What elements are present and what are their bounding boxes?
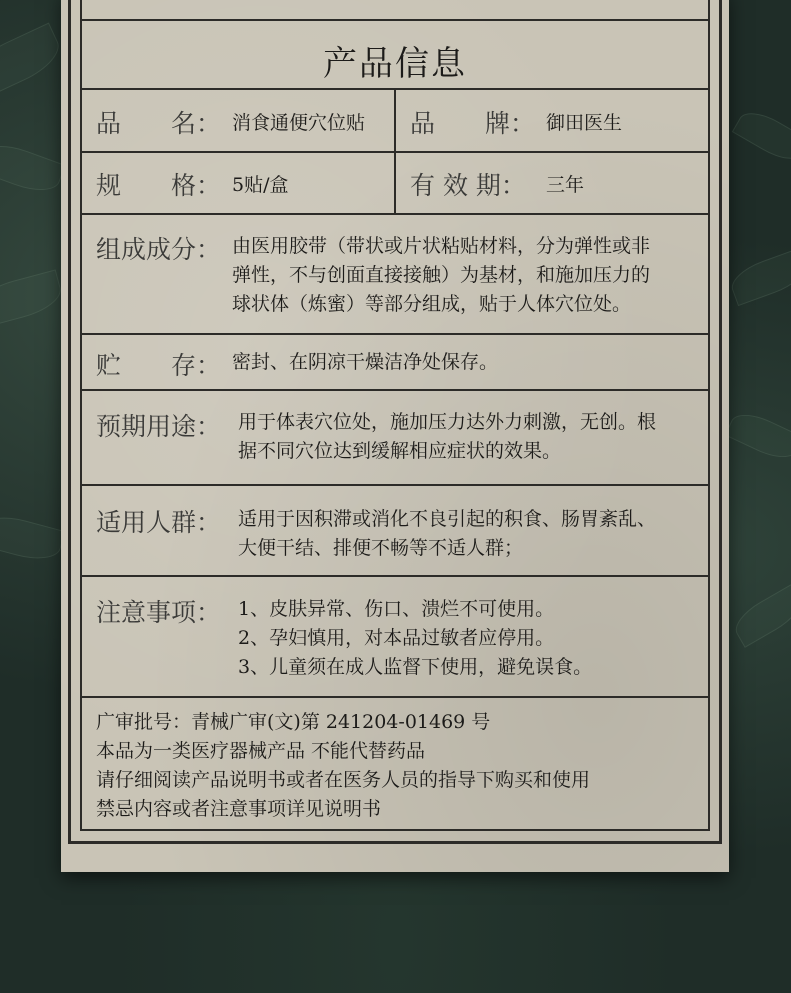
storage-label: 贮 存： xyxy=(96,351,222,380)
notes-label: 注意事项： xyxy=(96,598,222,627)
page-title: 产品信息 xyxy=(323,44,467,84)
footer-line: 本品为一类医疗器械产品 不能代替药品 xyxy=(96,740,426,762)
divider xyxy=(80,484,710,486)
composition-line: 球状体（炼蜜）等部分组成，贴于人体穴位处。 xyxy=(232,293,632,315)
brand-label: 品 牌： xyxy=(410,109,536,138)
notes-line: 3、儿童须在成人监督下使用，避免误食。 xyxy=(238,656,593,678)
notes-line: 2、孕妇慎用，对本品过敏者应停用。 xyxy=(238,627,555,649)
audience-label: 适用人群： xyxy=(96,508,222,537)
usage-line: 用于体表穴位处，施加压力达外力刺激，无创。根 xyxy=(238,411,657,433)
footer-line: 广审批号：青械广审(文)第 241204-01469 号 xyxy=(96,711,491,733)
usage-line: 据不同穴位达到缓解相应症状的效果。 xyxy=(238,440,562,462)
name-value: 消食通便穴位贴 xyxy=(232,112,366,134)
composition-label: 组成成分： xyxy=(96,235,222,264)
column-divider xyxy=(394,88,396,213)
validity-label: 有 效 期： xyxy=(410,171,526,200)
validity-value: 三年 xyxy=(546,174,585,196)
composition-line: 由医用胶带（带状或片状粘贴材料，分为弹性或非 xyxy=(232,235,651,257)
footer-notice xyxy=(96,708,590,824)
name-label: 品 名： xyxy=(96,109,222,138)
divider xyxy=(80,213,710,215)
divider xyxy=(80,696,710,698)
composition-line: 弹性，不与创面直接接触）为基材，和施加压力的 xyxy=(232,264,651,286)
brand-value: 御田医生 xyxy=(546,112,623,134)
footer-line: 请仔细阅读产品说明书或者在医务人员的指导下购买和使用 xyxy=(96,769,591,791)
spec-label: 规 格： xyxy=(96,171,222,200)
divider xyxy=(80,389,710,391)
storage-value: 密封、在阴凉干燥洁净处保存。 xyxy=(232,351,499,373)
audience-line: 大便干结、排便不畅等不适人群； xyxy=(238,537,524,559)
divider xyxy=(80,575,710,577)
notes-line: 1、皮肤异常、伤口、溃烂不可使用。 xyxy=(238,598,555,620)
footer-line: 禁忌内容或者注意事项详见说明书 xyxy=(96,798,382,820)
audience-line: 适用于因积滞或消化不良引起的积食、肠胃紊乱、 xyxy=(238,508,657,530)
divider xyxy=(80,333,710,335)
spec-value: 5贴/盒 xyxy=(232,174,289,196)
divider xyxy=(80,19,710,21)
usage-label: 预期用途： xyxy=(96,412,222,441)
